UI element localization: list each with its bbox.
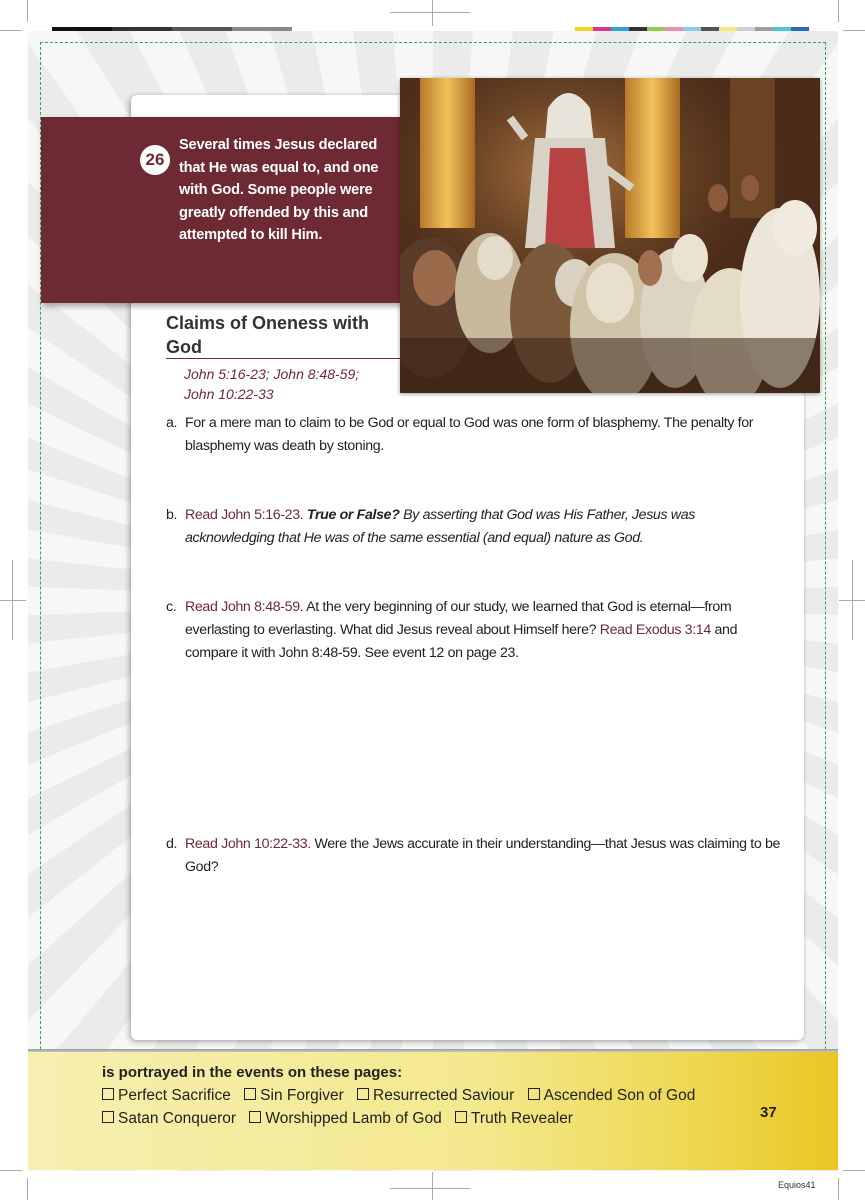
checkbox[interactable] bbox=[357, 1088, 369, 1100]
checkbox[interactable] bbox=[249, 1111, 261, 1123]
option-truth-revealer[interactable] bbox=[455, 1110, 573, 1128]
checkbox[interactable] bbox=[102, 1111, 114, 1123]
page-number: 37 bbox=[760, 1104, 777, 1121]
checkbox[interactable] bbox=[244, 1088, 256, 1100]
option-satan-conqueror[interactable] bbox=[102, 1110, 236, 1128]
question-b-text: By asserting that God was His Father, Jesus was acknowledging that He was of the same essential (and equal) nature as God. bbox=[185, 507, 695, 546]
scripture-references bbox=[184, 364, 404, 404]
true-false-label: True or False? bbox=[306, 507, 400, 523]
option-label: Worshipped Lamb of God bbox=[265, 1110, 442, 1127]
question-c-reference: Read John 8:48-59. bbox=[185, 599, 304, 615]
option-label: Satan Conqueror bbox=[118, 1110, 237, 1127]
crop-mark bbox=[0, 30, 22, 31]
question-c-reference-2: Read Exodus 3:14 bbox=[599, 622, 711, 638]
checkbox[interactable] bbox=[528, 1088, 540, 1100]
crop-mark bbox=[843, 30, 865, 31]
option-label: Sin Forgiver bbox=[260, 1087, 344, 1104]
question-letter: b. bbox=[166, 507, 178, 523]
registration-mark bbox=[852, 560, 853, 640]
scripture-references-line1: John 5:16-23; John 8:48-59; bbox=[184, 366, 360, 382]
checkbox[interactable] bbox=[455, 1111, 467, 1123]
question-letter: c. bbox=[166, 599, 177, 615]
question-d bbox=[166, 833, 786, 879]
question-b-reference: Read John 5:16-23. bbox=[185, 507, 304, 523]
question-c bbox=[166, 596, 786, 665]
attribute-options-row1 bbox=[102, 1087, 704, 1105]
crop-mark bbox=[27, 1178, 28, 1200]
crop-mark bbox=[838, 1178, 839, 1200]
checkbox[interactable] bbox=[102, 1088, 114, 1100]
section-title: Claims of Oneness with God bbox=[166, 313, 370, 357]
question-c-text-2: and compare it with John 8:48-59. See event 12 on page 23. bbox=[185, 622, 738, 661]
registration-mark bbox=[390, 12, 470, 13]
scripture-references-line2: John 10:22-33 bbox=[184, 386, 274, 402]
question-b bbox=[166, 504, 786, 550]
crop-mark bbox=[838, 0, 839, 22]
registration-mark bbox=[390, 1188, 470, 1189]
registration-mark bbox=[432, 1172, 433, 1200]
job-id: Equios41 bbox=[778, 1180, 816, 1190]
event-description: Several times Jesus declared that He was equal to, and one with God. Some people were greatly offended by this and attempted to kill Him. bbox=[179, 137, 379, 243]
registration-mark bbox=[12, 560, 13, 640]
option-ascended-son-of-god[interactable] bbox=[528, 1087, 696, 1105]
question-c-text: At the very beginning of our study, we learned that God is eternal—from everlasting to everlasting. What did Jesus reveal about Himself here? bbox=[185, 599, 732, 638]
option-label: Ascended Son of God bbox=[543, 1087, 696, 1104]
question-letter: a. bbox=[166, 415, 178, 431]
section-divider bbox=[166, 358, 401, 359]
question-a bbox=[166, 412, 786, 458]
crop-mark bbox=[27, 0, 28, 22]
footer-title: is portrayed in the events on these pages: bbox=[102, 1064, 403, 1081]
option-perfect-sacrifice[interactable] bbox=[102, 1087, 231, 1105]
event-number-badge: 26 bbox=[140, 145, 170, 175]
question-d-text: Were the Jews accurate in their understanding—that Jesus was claiming to be God? bbox=[185, 836, 781, 875]
registration-mark bbox=[432, 0, 433, 26]
registration-mark bbox=[0, 600, 26, 601]
crop-mark bbox=[843, 1170, 865, 1171]
option-label: Perfect Sacrifice bbox=[118, 1087, 231, 1104]
question-a-text: For a mere man to claim to be God or equal to God was one form of blasphemy. The penalty for blasphemy was death by stoning. bbox=[185, 415, 754, 454]
question-d-reference: Read John 10:22-33. bbox=[185, 836, 311, 852]
question-letter: d. bbox=[166, 836, 178, 852]
crop-mark bbox=[0, 1170, 22, 1171]
option-label: Truth Revealer bbox=[471, 1110, 573, 1127]
option-sin-forgiver[interactable] bbox=[244, 1087, 344, 1105]
option-worshipped-lamb-of-god[interactable] bbox=[249, 1110, 441, 1128]
attribute-options-row2 bbox=[102, 1110, 582, 1128]
option-label: Resurrected Saviour bbox=[373, 1087, 515, 1104]
option-resurrected-saviour[interactable] bbox=[357, 1087, 514, 1105]
jesus-crowd-illustration bbox=[400, 78, 820, 393]
